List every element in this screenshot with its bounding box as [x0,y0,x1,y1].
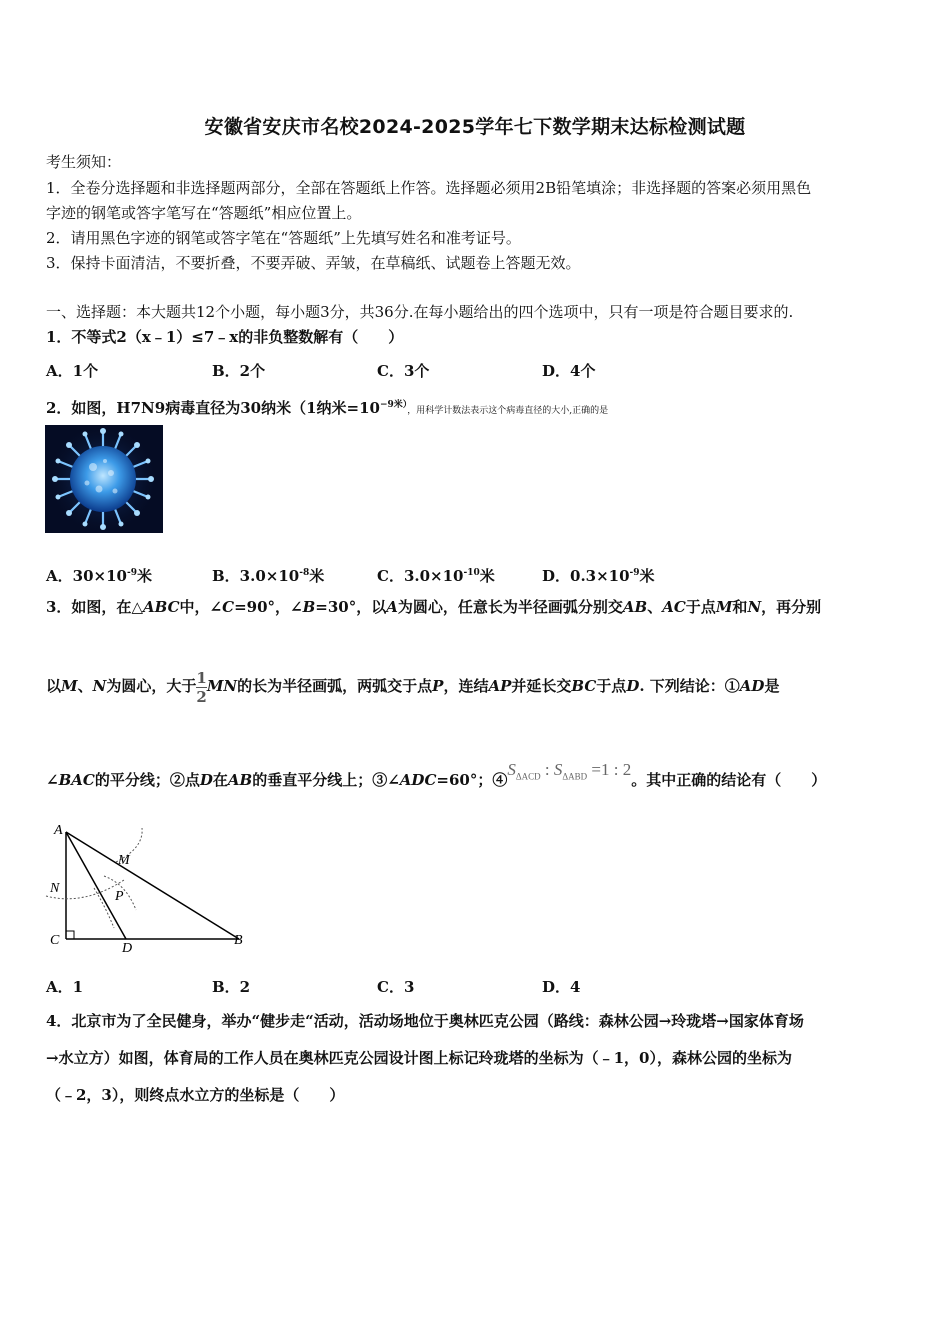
formula-s1: S [507,760,516,779]
q1-option-b: B．2个 [212,362,266,380]
question-3-line-1 [46,597,821,617]
q3-text: 。其中正确的结论有（ ） [631,771,827,789]
label-D: D [122,941,133,956]
q2-option-b-exp: -8 [299,568,310,578]
q3-var: M [715,598,733,616]
q3-var: AP [488,677,512,695]
q3-text: 于点 [685,598,716,616]
notice-item-2: 2．请用黑色字迹的钢笔或答字笔在“答题纸”上先填写姓名和准考证号。 [46,229,521,247]
q3-text: =90°，∠ [234,598,303,616]
q2-option-b-base: B．3.0×10 [212,567,300,585]
q2-option-c-base: C．3.0×10 [377,567,464,585]
q2-option-c [377,563,495,586]
q3-text: 的垂直平分线上；③∠ [252,771,400,789]
q3-text: 为圆心，大于 [106,677,197,695]
q2-option-a [46,563,152,586]
q3-option-b: B．2 [212,978,251,996]
q3-var: N [747,598,762,616]
formula-colon: : [540,760,554,779]
q2-option-c-exp: -10 [463,568,480,578]
question-2 [46,395,608,421]
q2-option-d-exp: -9 [629,568,640,578]
q1-option-d: D．4个 [542,362,596,380]
q3-var: AB [227,771,253,789]
q3-var: A [386,598,398,616]
q2-option-d-unit: 米 [639,567,655,585]
q3-option-d: D．4 [542,978,581,996]
q1-option-a: A．1个 [46,362,99,380]
q3-var: P [432,677,444,695]
question-4-line-2: →水立方）如图，体育局的工作人员在奥林匹克公园设计图上标记玲珑塔的坐标为（﹣1，0），森林公园的坐标为 [46,1049,792,1067]
q3-text: ，连结 [443,677,489,695]
q3-text: 的长为半径画弧，两弧交于点 [237,677,433,695]
q2-option-d-base: D．0.3×10 [542,567,630,585]
q2-option-b [212,563,324,586]
question-4-line-3: （﹣2，3），则终点水立方的坐标是（ ） [46,1086,345,1104]
q3-text: ∠ [46,771,59,789]
q2-option-b-unit: 米 [309,567,325,585]
label-C: C [50,933,60,948]
q3-text: =60°；④ [436,771,508,789]
q3-text: 是 [764,677,780,695]
area-ratio-formula [507,760,632,782]
q2-option-a-base: A．30×10 [46,567,127,585]
q2-option-d [542,563,655,586]
q3-var: M [61,677,78,695]
q3-var: ABC [142,598,180,616]
q2-exponent: −9米） [379,400,408,410]
q3-text: 中，∠ [179,598,223,616]
notice-item-3: 3．保持卡面清洁，不要折叠，不要弄破、弄皱，在草稿纸、试题卷上答题无效。 [46,254,581,272]
label-N: N [50,881,60,896]
question-3-line-2 [46,659,779,713]
q3-var: AC [662,598,686,616]
fraction-numerator: 1 [196,668,207,687]
label-M: M [118,853,130,868]
q2-text-small: ，用科学计数法表示这个病毒直径的大小,正确的是 [407,406,609,416]
q3-text: 和 [732,598,748,616]
q3-text: ，再分别 [761,598,822,616]
notice-item-1: 1．全卷分选择题和非选择题两部分，全部在答题纸上作答。选择题必须用2B铅笔填涂；非选择题的答案必须用黑色 [46,179,812,197]
q3-var: C [222,598,235,616]
virus-image [45,425,163,533]
question-3-line-3 [46,760,826,806]
question-1: 1．不等式2（x﹣1）≤7﹣x的非负整数解有（ ） [46,328,404,346]
q3-var: MN [206,677,238,695]
q3-var: D [199,771,213,789]
q3-var: N [92,677,107,695]
triangle-diagram [44,818,254,958]
q3-option-c: C．3 [377,978,415,996]
q3-var: AB [622,598,648,616]
q3-option-a: A．1 [46,978,84,996]
label-A: A [54,823,63,838]
q2-option-c-unit: 米 [479,567,495,585]
q3-text: =30°，以 [315,598,387,616]
q3-text: 的平分线；②点 [94,771,200,789]
triangle-figure [44,818,254,958]
formula-s2: S [553,760,563,779]
label-P: P [115,889,124,904]
section-heading: 一、选择题：本大题共12个小题，每小题3分，共36分.在每小题给出的四个选项中，只有一项是符合题目要求的. [46,303,794,321]
q3-text: 并延长交 [511,677,572,695]
formula-rhs: =1 : 2 [587,760,632,779]
q3-var: BAC [58,771,95,789]
virus-illustration [45,425,163,533]
q3-text: 、 [647,598,663,616]
q3-text: 、 [77,677,93,695]
notice-heading: 考生须知： [46,153,122,171]
q3-text: 3．如图，在△ [46,598,143,616]
q3-text: 于点 [596,677,627,695]
q3-text: . 下列结论：① [639,677,740,695]
q3-var: AD [739,677,765,695]
formula-sub2: ΔABD [562,771,588,782]
q3-text: 在 [212,771,228,789]
question-4-line-1: 4．北京市为了全民健身，举办“健步走“活动，活动场地位于奥林匹克公园（路线：森林公园→玲珑塔→国家体育场 [46,1012,804,1030]
page-title: 安徽省安庆市名校2024-2025学年七下数学期末达标检测试题 [204,116,746,138]
q3-text: 为圆心，任意长为半径画弧分别交 [397,598,623,616]
notice-item-1-cont: 字迹的钢笔或答字笔写在“答题纸”相应位置上。 [46,204,362,222]
q1-option-c: C．3个 [377,362,430,380]
fraction-one-half [196,669,206,706]
q3-var: ADC [399,771,437,789]
q2-option-a-unit: 米 [136,567,152,585]
q3-var: BC [571,677,597,695]
q3-text: 以 [46,677,62,695]
formula-sub1: ΔACD [515,771,541,782]
q3-var: D [626,677,640,695]
fraction-denominator: 2 [196,687,207,706]
q3-var: B [302,598,316,616]
q2-option-a-exp: -9 [126,568,137,578]
label-B: B [234,933,243,948]
q2-text: 2．如图，H7N9病毒直径为30纳米（1纳米=10 [46,399,380,417]
